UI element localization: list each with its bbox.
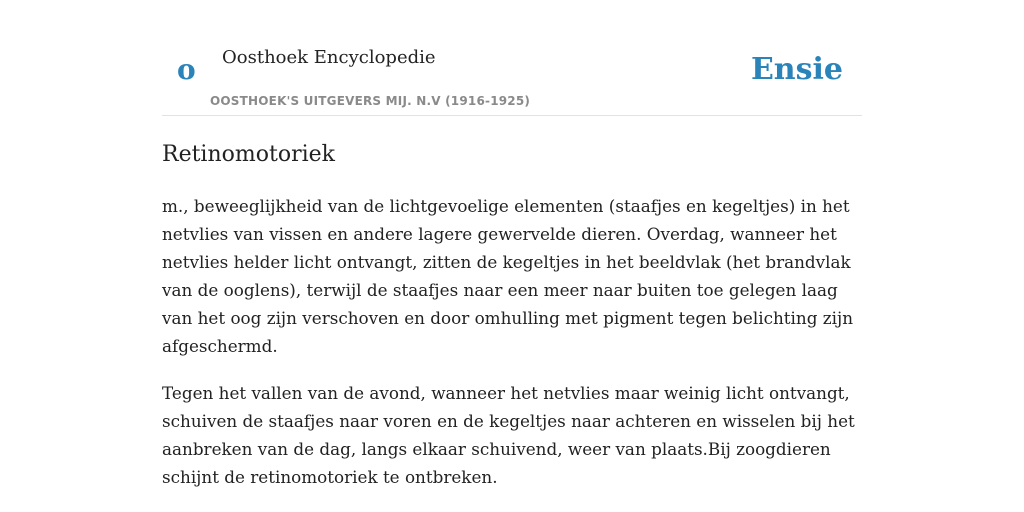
entry-body [162, 192, 862, 510]
entry-paragraph: Tegen het vallen van de avond, wanneer het netvlies maar weinig licht ontvangt, schuiven de staafjes naar voren en de kegeltjes naar achteren en wisselen bij het aanbreken van de dag, langs elkaar schuivend, weer van plaats.Bij zoogdieren schijnt de retinomotoriek te ontbreken. [162, 383, 855, 487]
entry-title: Retinomotoriek [162, 142, 335, 167]
encyclopedia-logo[interactable]: o [177, 53, 196, 86]
page [162, 0, 862, 512]
ensie-logo-link[interactable]: Ensie [750, 52, 843, 87]
header [162, 0, 862, 116]
entry-paragraph: m., beweeglijkheid van de lichtgevoelige elementen (staafjes en kegeltjes) in het netvlies van vissen en andere lagere gewervelde dieren. Overdag, wanneer het netvlies helder licht ontvangt, zitten de kegeltjes in het beeldvlak (het brandvlak van de ooglens), terwijl de staafjes naar een meer naar buiten toe gelegen laag van het oog zijn verschoven en door omhulling met pigment tegen belichting zijn afgeschermd. [162, 196, 854, 356]
publisher-label: OOSTHOEK'S UITGEVERS MIJ. N.V (1916-1925) [210, 94, 531, 108]
encyclopedia-title-link[interactable]: Oosthoek Encyclopedie [222, 47, 436, 68]
